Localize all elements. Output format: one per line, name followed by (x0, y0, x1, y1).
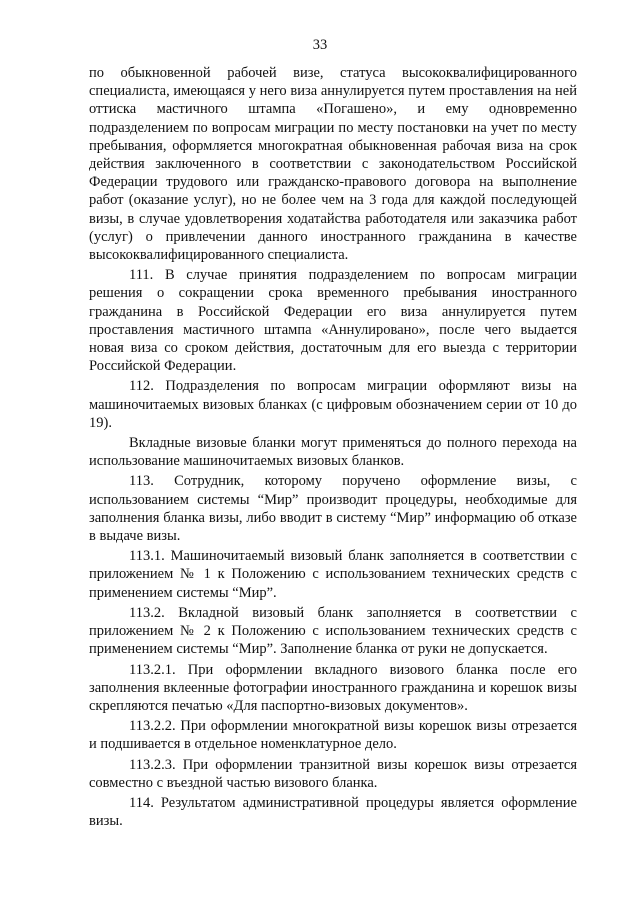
paragraph-113-2-3: 113.2.3. При оформлении транзитной визы корешок визы отрезается совместно с въездной частью визового бланка. (89, 756, 577, 791)
page-number: 33 (312, 37, 328, 53)
paragraph-113-2-1: 113.2.1. При оформлении вкладного визового бланка после его заполнения вклеенные фотографии иностранного гражданина и корешок визы скрепляются печатью «Для паспортно-визовых документов». (89, 661, 577, 714)
paragraph-113-2-2: 113.2.2. При оформлении многократной визы корешок визы отрезается и подшивается в отдельное номенклатурное дело. (89, 718, 577, 753)
paragraph-112: 112. Подразделения по вопросам миграции оформляют визы на машиночитаемых визовых бланках (с цифровым обозначением серии от 10 до 19). (89, 378, 577, 431)
paragraph-112-insert-blanks: Вкладные визовые бланки могут применяться до полного перехода на использование машиночитаемых визовых бланков. (89, 435, 577, 470)
paragraph-114: 114. Результатом административной процедуры является оформление визы. (89, 794, 577, 830)
paragraph-113-1: 113.1. Машиночитаемый визовый бланк заполняется в соответствии с приложением № 1 к Положению с использованием технических средств с применением системы “Мир”. (89, 548, 577, 601)
paragraph-113: 113. Сотрудник, которому поручено оформление визы, с использованием системы “Мир” производит процедуры, необходимые для заполнения бланка визы, либо вводит в систему “Мир” информацию об отказе в выдаче визы. (89, 473, 577, 545)
paragraph-111: 111. В случае принятия подразделением по вопросам миграции решения о сокращении срока временного пребывания иностранного гражданина в Российской Федерации его виза аннулируется путем проставления мастичного штампа «Аннулировано», после чего выдается новая виза со сроком действия, достаточным для его выезда с территории Российской Федерации. (89, 267, 577, 375)
paragraph-110-continued: по обыкновенной рабочей визе, статуса высококвалифицированного специалиста, имеющаяся у него виза аннулируется путем проставления на ней оттиска мастичного штампа «Погашено», и ему одновременно подразделением по вопросам миграции по месту постановки на учет по месту пребывания, оформляется многократная обыкновенная рабочая виза на срок действия заключенного в соответствии с законодательством Российской Федерации трудового или гражданско-правового договора на выполнение работ (оказание услуг), но не более чем на 3 года для каждой последующей визы, в случае удовлетворения ходатайства работодателя или заказчика работ (услуг) о привлечении данного иностранного гражданина в качестве высококвалифицированного специалиста. (89, 65, 577, 264)
document-body (89, 64, 577, 830)
paragraph-113-2: 113.2. Вкладной визовый бланк заполняется в соответствии с приложением № 2 к Положению с использованием технических средств с применением системы “Мир”. Заполнение бланка от руки не допускается. (89, 604, 577, 658)
